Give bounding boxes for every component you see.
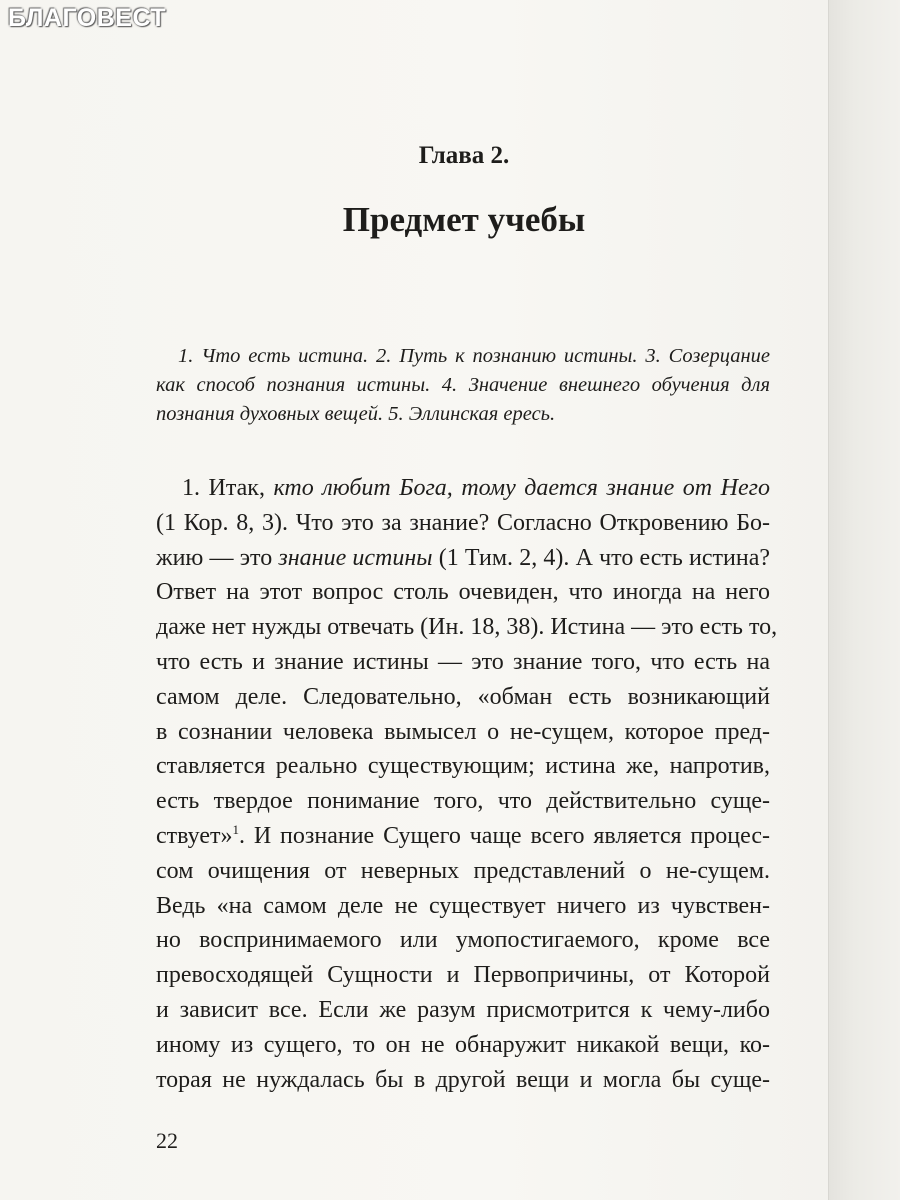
body-line [156, 471, 770, 506]
body-line [156, 575, 770, 610]
body-text-segment: торая не нуждалась бы в другой вещи и могла бы суще- [156, 1066, 770, 1093]
body-text-segment: . И познание Сущего чаще всего является процес- [238, 822, 770, 849]
body-text-segment: сом очищения от неверных представлений о не-сущем. [156, 857, 770, 884]
watermark-logo: БЛАГОВЕСТ [8, 4, 167, 32]
body-text-segment: ставляется реально существующим; истина же, напротив, [156, 753, 770, 780]
body-line [156, 958, 770, 993]
body-text-segment: (1 Тим. 2, 4). А что есть истина? [432, 544, 771, 571]
body-line [156, 819, 770, 854]
body-text-segment: жию — это [156, 544, 279, 571]
body-line [156, 889, 770, 924]
body-line [156, 854, 770, 889]
chapter-title: Предмет учебы [342, 200, 586, 239]
body-text-segment: иному из сущего, то он не обнаружит никакой вещи, ко- [156, 1031, 770, 1058]
page-edge [828, 0, 900, 1200]
body-line [156, 749, 770, 784]
body-text-segment: и зависит все. Если же разум присмотрится к чему-либо [156, 996, 770, 1023]
body-text-segment: самом деле. Следовательно, «обман есть возникающий [156, 683, 770, 710]
footnote-marker: 1 [232, 821, 239, 837]
body-text-segment: превосходящей Сущности и Первопричины, от Которой [156, 962, 770, 989]
body-line [156, 645, 770, 680]
body-line [156, 610, 778, 645]
body-text-segment: (1 Кор. 8, 3). Что это за знание? Согласно Откровению Бо- [156, 509, 770, 536]
body-text-segment: что есть и знание истины — это знание того, что есть на [156, 648, 770, 675]
body-line [156, 1063, 770, 1098]
body-line [156, 993, 770, 1028]
body-text [156, 471, 778, 1097]
body-text-segment: знание истины [278, 544, 433, 571]
body-text-segment: 1. Итак, [182, 475, 274, 501]
body-line [156, 541, 770, 576]
body-line [156, 784, 770, 819]
chapter-heading: Глава 2. [418, 142, 510, 169]
body-line [156, 506, 770, 541]
chapter-summary: 1. Что есть истина. 2. Путь к познанию истины. 3. Созерцание как способ познания истины. 4. Значение внешнего обучения для познания духовных вещей. 5. Эллинская ересь. [156, 345, 770, 425]
body-text-segment: есть твердое понимание того, что действительно суще- [156, 788, 770, 815]
body-text-segment: но воспринимаемого или умопостигаемого, кроме все [156, 927, 770, 954]
body-line [156, 715, 770, 750]
body-line [156, 1028, 770, 1063]
body-text-segment: ствует» [156, 822, 233, 849]
body-text-segment: Ведь «на самом деле не существует ничего из чувствен- [156, 892, 770, 919]
body-text-segment: в сознании человека вымысел о не-сущем, которое пред- [156, 718, 770, 745]
body-text-segment: Ответ на этот вопрос столь очевиден, что иногда на него [156, 579, 770, 606]
page-number: 22 [156, 1128, 178, 1153]
body-line [156, 680, 770, 715]
body-text-segment: даже нет нужды отвечать (Ин. 18, 38). Истина — это есть то, [156, 614, 778, 641]
body-text-segment: кто любит Бога, тому дается знание от Него [273, 475, 770, 501]
body-line [156, 923, 770, 958]
